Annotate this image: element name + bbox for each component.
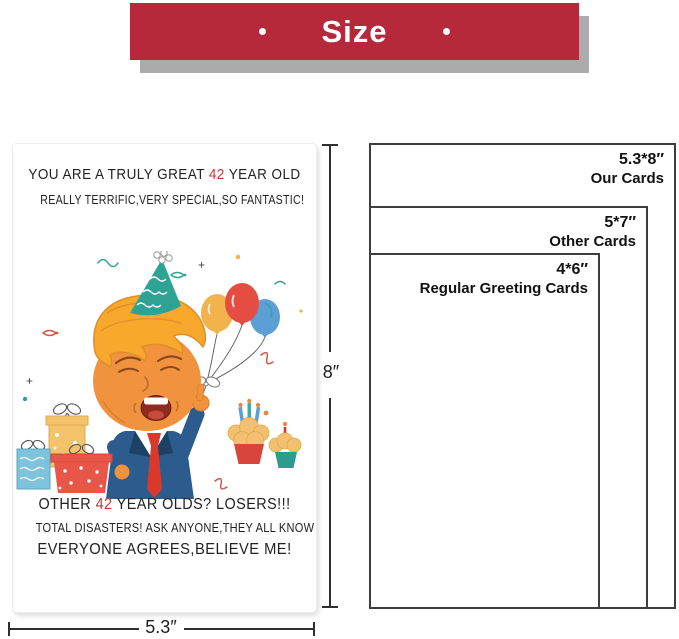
card-top-text [13,166,316,207]
card-subline: REALLY TERRIFIC,VERY SPECIAL,SO FANTASTIC! [40,192,305,207]
height-dim-line-lower [329,398,331,607]
height-dim-label: 8″ [322,362,340,382]
our-cards-name: Our Cards [590,170,664,187]
card-headline-post: YEAR OLD [224,166,301,183]
party-hat-icon [130,251,181,315]
card-punchline-pre: OTHER [38,496,96,513]
card-line4: TOTAL DISASTERS! ASK ANYONE,THEY ALL KNOW [35,520,315,535]
width-dim-label: 5.3″ [145,617,177,637]
regular-cards-name: Regular Greeting Cards [419,280,588,297]
height-dim-bottom-cap [322,606,338,608]
size-banner [130,3,579,60]
width-dim-line-left [9,628,139,630]
other-cards-name: Other Cards [549,233,636,250]
card-bottom-text [13,496,316,559]
card-line5: EVERYONE AGREES,BELIEVE ME! [37,541,292,558]
banner-dot-left-icon [259,28,266,35]
size-rect-regular-cards-label [420,260,588,298]
greeting-card-preview [12,143,317,613]
card-punchline [28,496,301,514]
banner-dot-right-icon [443,28,450,35]
our-cards-size: 5.3*8″ [618,151,664,168]
card-headline-age: 42 [208,166,225,183]
size-rect-other-cards-label [549,213,636,251]
card-headline [28,166,301,183]
banner-title: Size [321,13,388,49]
width-dim-line-right [184,628,314,630]
height-dim-line-upper [329,145,331,352]
birthday-trump-illustration [13,251,316,499]
size-rect-regular-cards [369,253,600,609]
size-rect-our-cards-label [591,150,664,188]
width-dim-right-tick [313,622,315,636]
card-punchline-age: 42 [95,496,113,513]
card-headline-pre: YOU ARE A TRULY GREAT [28,166,209,183]
gift-boxes-icon [17,402,112,493]
other-cards-size: 5*7″ [604,214,636,231]
cupcakes-icon [228,399,301,468]
regular-cards-size: 4*6″ [556,261,588,278]
card-punchline-post: YEAR OLDS? LOSERS!!! [112,496,291,513]
